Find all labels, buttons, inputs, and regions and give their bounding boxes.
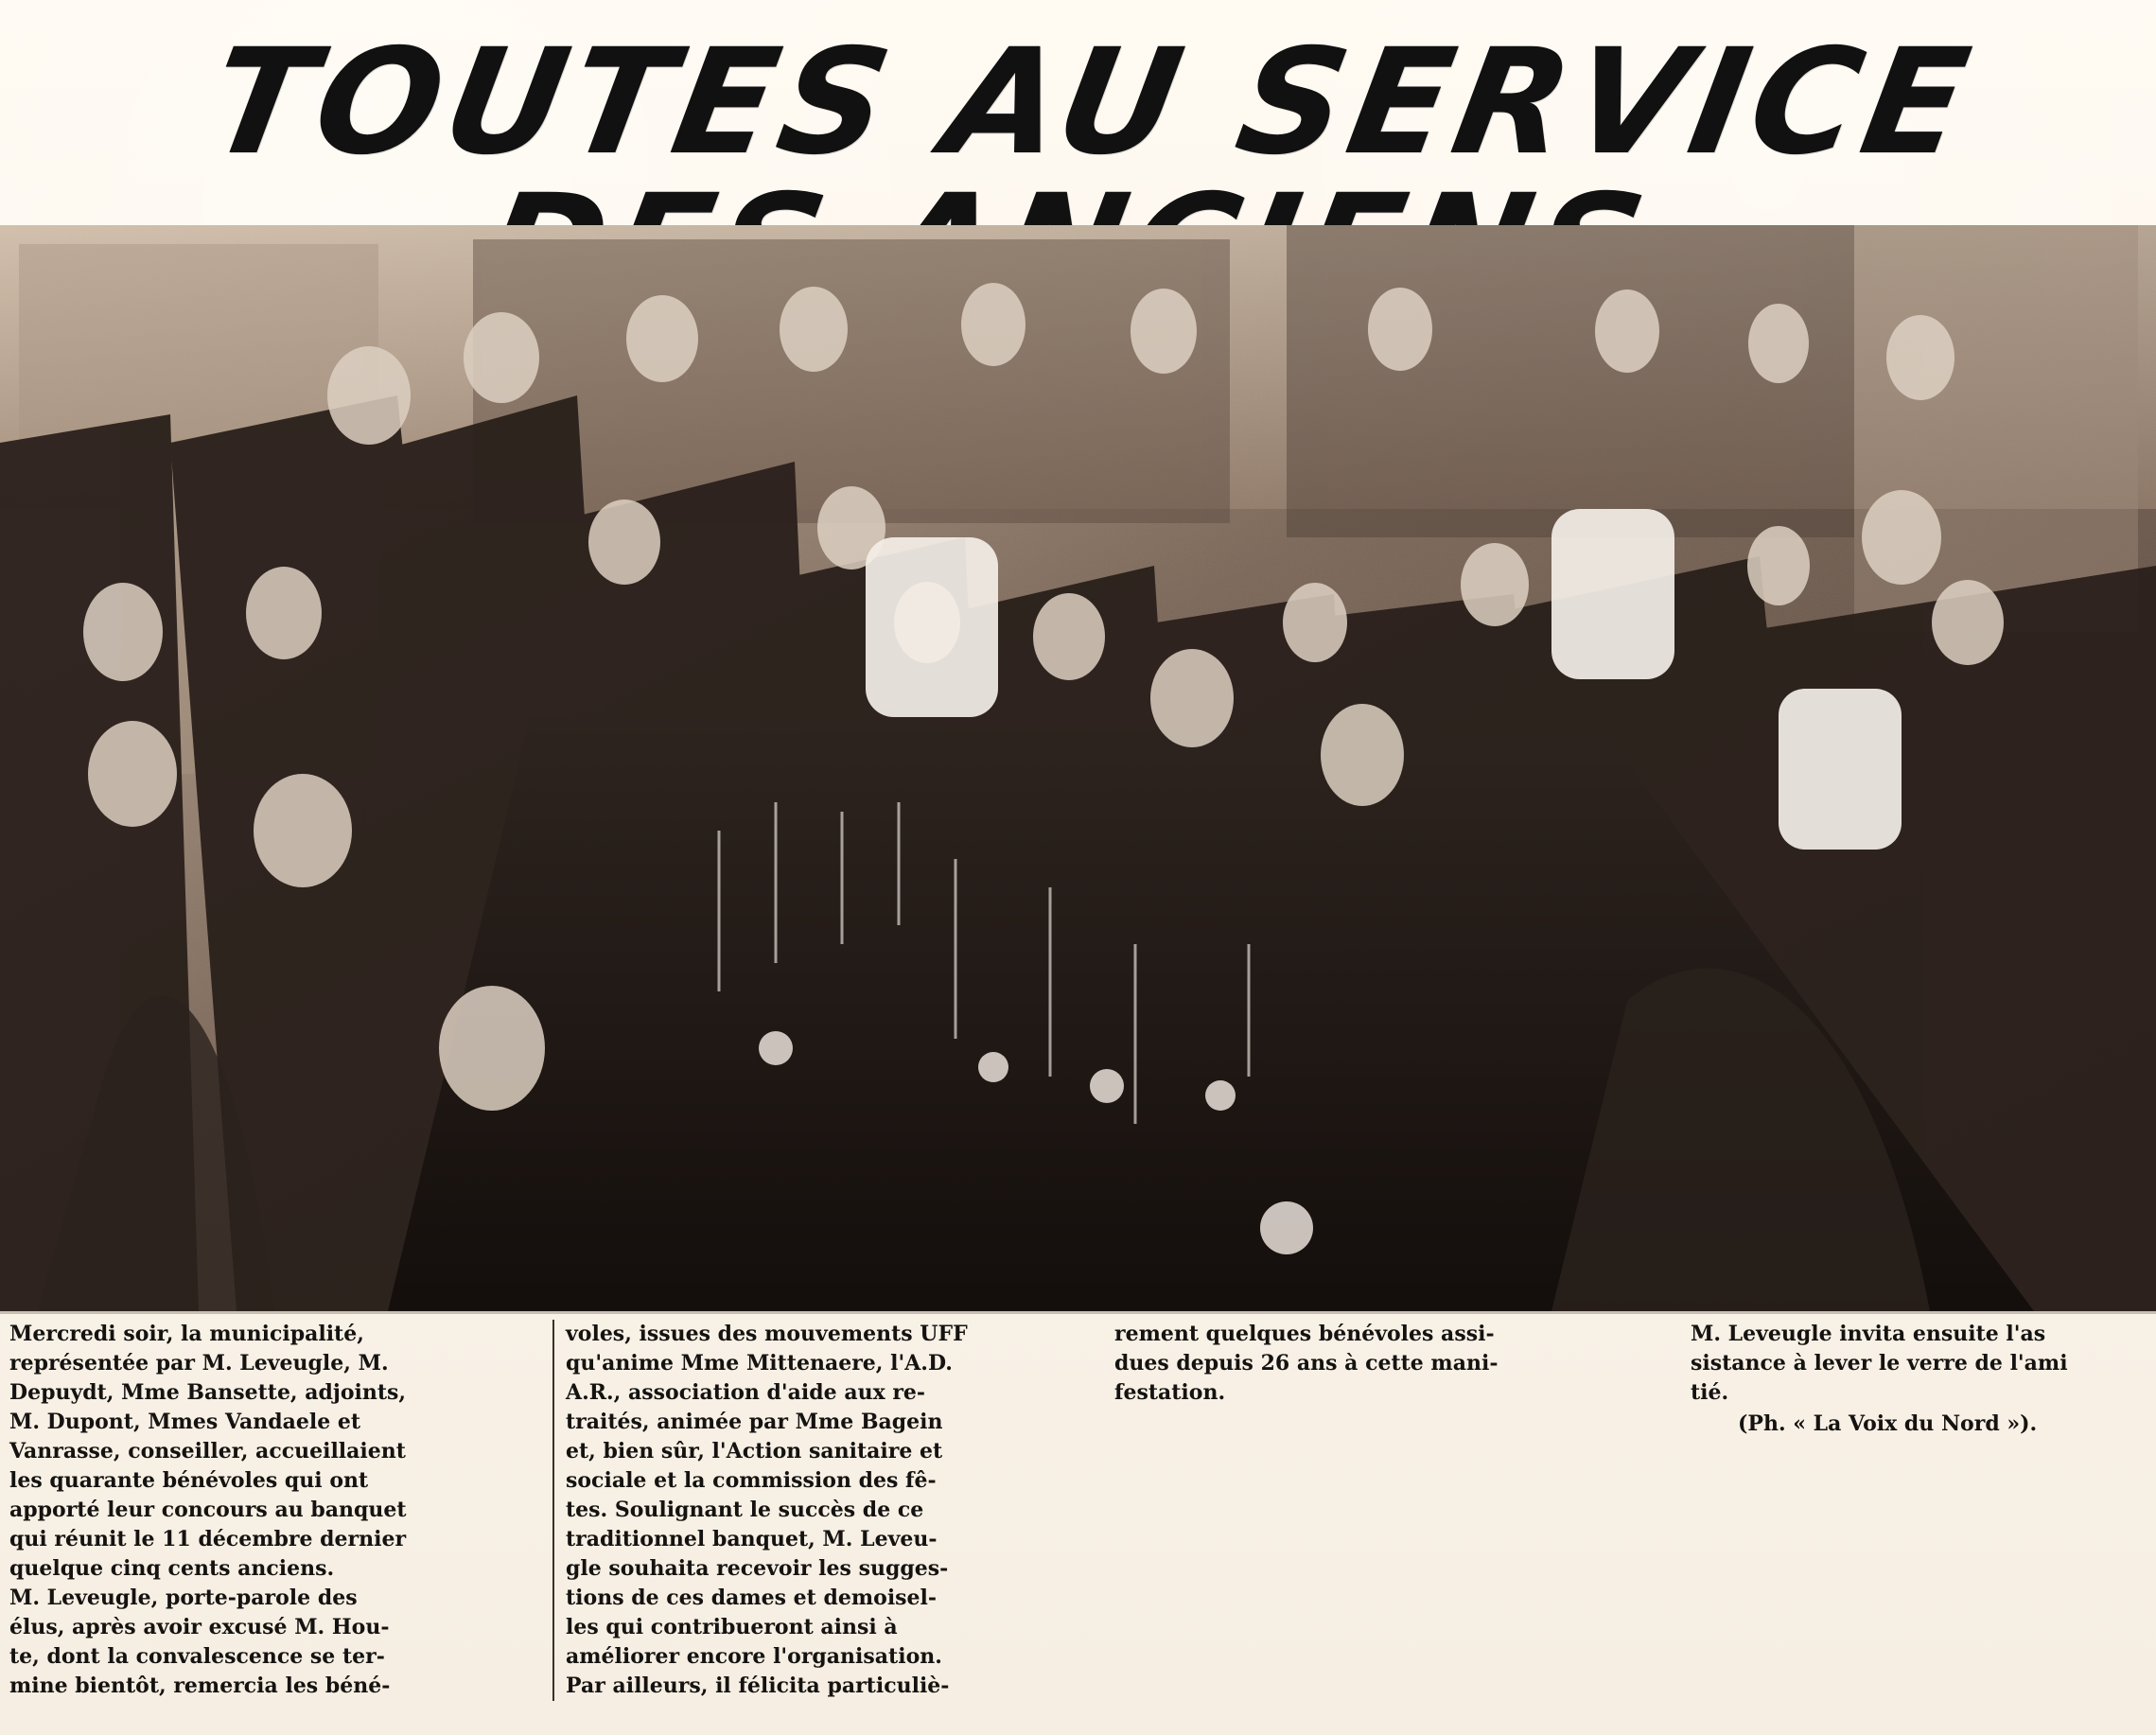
group-photo bbox=[0, 225, 2156, 1311]
headline: TOUTES AU SERVICE bbox=[197, 18, 1986, 187]
article-text bbox=[9, 1320, 2147, 1717]
article-column-4: M. Leveugle invita ensuite l'as sistance à lever le verre de l'ami tié. bbox=[1691, 1322, 2068, 1405]
article-column-2: voles, issues des mouvements UFF qu'anime Mme Mittenaere, l'A.D. A.R., association d'aide aux re- traités, animée par Mme Bagein et, bien sûr, l'Action sanitaire et sociale et la commission des fê- tes. Soulignant le succès de ce traditionnel banquet, M. Leveu- gle souhaita recevoir les sugges- tions de ces dames et demoisel- les qui contribueront ainsi à améliorer encore l'organisation. Par ailleurs, il félicita particuliè- bbox=[552, 1320, 1096, 1701]
article-column-3: rement quelques bénévoles assi- dues depuis 26 ans à cette mani- festation. bbox=[1114, 1322, 1499, 1405]
photo-credit: (Ph. « La Voix du Nord »). bbox=[1738, 1411, 2038, 1436]
photo-illustration bbox=[0, 225, 2156, 1311]
article-column-1: Mercredi soir, la municipalité, représentée par M. Leveugle, M. Depuydt, Mme Bansette, adjoints, M. Dupont, Mmes Vandaele et Vanrasse, conseiller, accueillaient les quarante bénévoles qui ont apporté leur concours au banquet qui réunit le 11 décembre dernier quelque cinq cents anciens. M. Leveugle, porte-parole des élus, après avoir excusé M. Hou- te, dont la convalescence se ter- mine bientôt, remercia les béné- bbox=[9, 1322, 407, 1698]
photo-divider bbox=[0, 1310, 2156, 1314]
